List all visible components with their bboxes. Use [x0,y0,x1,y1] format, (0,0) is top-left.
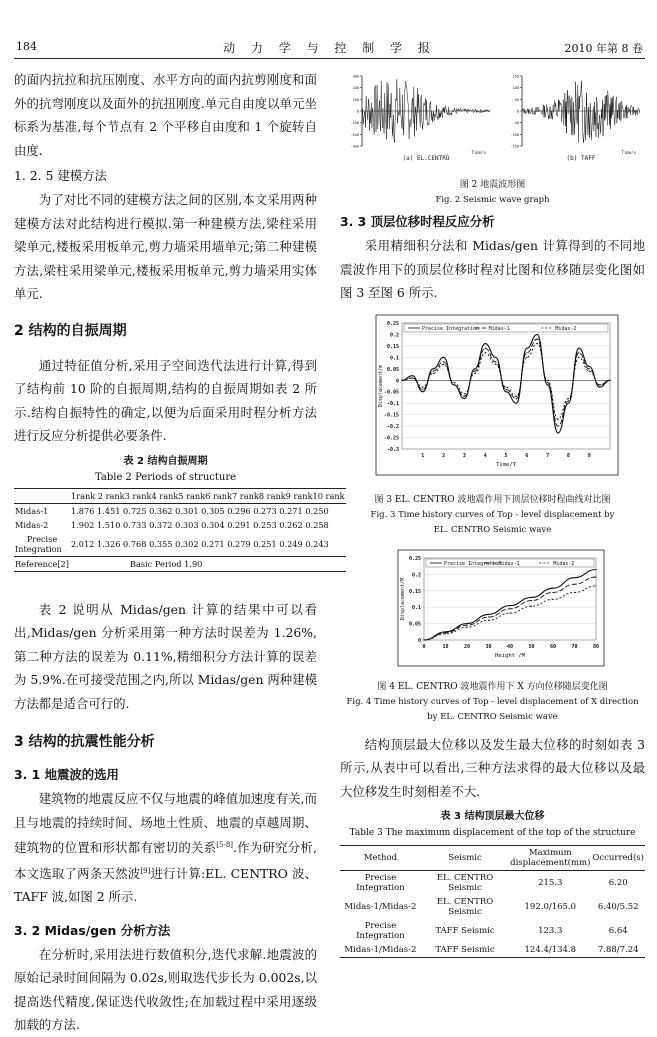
table-3-header-max-displacement [509,846,591,871]
legend-label: Midas-2 [553,560,575,567]
y-tick-label: -100 [510,132,519,137]
paragraph-stiffness: 的面内抗拉和抗压刚度、水平方向的面内抗剪刚度和面外的抗弯刚度以及面外的抗扭刚度.单元自由度以单元坐标系为基准,每个节点有 2 个平移自由度和 1 个旋转自由度. [14,72,317,158]
paragraph-seismic-wave-b: .作为研究分析,本文选取了两条天然波 [14,840,317,881]
x-tick-label: 9 [587,452,591,459]
legend-label: Precise Integration [422,325,480,332]
series-line-precise-integration [402,334,610,433]
data-point [509,612,510,613]
data-point [574,583,575,584]
y-tick-label: 0 [516,109,519,114]
data-point [422,388,423,389]
y-tick-label: 0.05 [408,621,421,628]
x-tick-label: 1 [421,452,425,459]
table-2-caption-zh: 表 2 结构自振周期 [123,455,208,467]
data-point [466,626,467,627]
y-tick-label: 0.2 [389,331,399,338]
table-2-row-label [14,532,70,557]
series-line-btaff [522,81,640,143]
data-point [466,624,467,625]
paragraph-error-analysis: 表 2 说明从 Midas/gen 计算的结果中可以看出,Midas/gen 分析采用第一种方法时误差为 1.26%,第二种方法的误差为 0.11%,精细积分方法计算的误差为 5.9%.在可接受范围之内,所以 Midas/gen 两种建模方法都是适合可行的. [14,601,317,711]
x-tick-label: 3 [462,452,466,459]
data-point [443,356,444,357]
data-point [557,432,558,433]
figure-3-caption-en-2: EL. CENTRO Seismic wave [433,524,552,535]
data-point [589,368,590,369]
table-2-label-precise: Precise [26,533,58,544]
y-tick-label: 0 [356,109,359,114]
x-axis-label: Time/s [621,150,636,155]
x-tick-label: 40 [506,643,514,650]
paragraph-seismic-wave-a: 建筑物的地震反应不仅与地震的峰值加速度有关,而且与地震的持续时间、场地土性质、地震的卓越周期、建筑物的位置和形状都有密切的关系 [14,791,317,856]
data-point [578,347,579,348]
data-point [552,598,553,599]
chart-frame [376,315,618,475]
y-tick-label: 100 [352,97,359,102]
y-tick-label: 100 [512,86,519,91]
panel-label: (a) EL.CENTRO [402,155,450,162]
data-point [526,352,527,353]
y-tick-label: -100 [350,121,359,126]
table-cell: 6.40/5.52 [597,902,639,912]
data-point [488,613,489,614]
y-tick-label: 0.1 [411,604,421,611]
data-point [552,591,553,592]
table-cell: EL. CENTRO Seismic [436,897,494,917]
x-axis-label: Time/T [496,461,516,468]
x-tick-label: 20 [463,643,471,650]
y-tick-label: -200 [350,132,359,137]
table-cell: 124.4/134.8 [509,943,591,958]
y-tick-label: 0.05 [386,366,399,373]
data-point [578,352,579,353]
data-point [599,384,600,385]
data-point [516,402,517,403]
citation-9: [9] [140,866,151,875]
table-3-header-max-2: displacement(mm) [510,858,591,868]
running-header [14,36,645,59]
data-point [412,375,413,376]
data-point [589,370,590,371]
data-point [464,393,465,394]
legend-label: Precise Integration [444,560,502,567]
x-tick-label: 80 [592,643,600,650]
figure-2 [340,68,645,208]
data-point [547,381,548,382]
x-tick-label: 50 [528,643,535,650]
data-point [568,402,569,403]
figure-4 [340,548,645,725]
data-point [599,386,600,387]
displacement-time-history-chart [340,313,645,483]
x-tick-label: 8 [566,452,570,459]
y-tick-label: 50 [514,97,519,102]
table-2-header-blank [14,488,70,503]
data-point [531,605,532,606]
figure-4-caption-en-1: Fig. 4 Time history curves of Top - level displacement of X direction [346,696,639,707]
table-row [14,518,346,532]
x-tick-label: 5 [504,452,508,459]
figure-2-caption-zh: 图 2 地震波形图 [459,180,526,190]
paragraph-periods: 通过特征值分析,采用子空间迭代法进行计算,得到了结构前 10 阶的自振周期,结构的自振周期如表 2 所示.结构自振特性的确定,以便为后面采用时程分析方法进行反应分析提供必要条件. [14,357,317,443]
data-point [474,372,475,373]
table-row [340,895,645,919]
data-point [423,639,424,640]
paragraph-seismic-wave [14,787,317,909]
y-tick-label: 300 [352,74,359,79]
paragraph-max-displacement: 结构顶层最大位移以及发生最大位移的时刻如表 3 所示,从表中可以看出,三种方法求得的最大位移以及最大位移发生时刻相差不大. [340,736,645,799]
right-column [340,68,645,958]
table-row [340,943,645,958]
seismic-wave-chart [340,68,645,168]
y-tick-label: -0.05 [383,389,399,396]
table-cell: Precise Integration [356,873,405,893]
paragraph-modeling: 为了对比不同的建模方法之间的区别,本文采用两种建模方法对此结构进行模拟.第一种建模方法,梁柱采用梁单元,楼板采用板单元,剪力墙采用墙单元;第二种建模方法,梁柱采用梁单元,楼板采用板单元,剪力墙采用实体单元. [14,192,317,301]
table-2-header-ranks: 1rank 2 rank3 rank4 rank5 rank6 rank7 rank8 rank9 rank10 rank [70,488,346,503]
table-cell: 6.20 [608,878,628,888]
data-point [488,619,489,620]
plot-area [402,323,610,449]
data-point [485,343,486,344]
series-line-midas-2 [402,343,610,419]
data-point [537,343,538,344]
section-2-title: 2 结构的自振周期 [14,322,127,339]
y-tick-label: 200 [352,86,359,91]
table-cell: Precise Integration [356,921,405,941]
y-tick-label: -0.2 [386,423,399,430]
table-2-row-label: Midas-1 [15,505,49,516]
y-tick-label: 0.25 [386,320,399,327]
legend-label: Midas-1 [498,560,520,567]
data-point [488,616,489,617]
data-point [466,623,467,624]
x-tick-label: 0 [422,643,426,650]
y-tick-label: -50 [512,121,519,126]
table-cell: 192.0/165.0 [524,902,577,912]
left-column [14,68,345,1037]
table-2-row-values: 1.902 1.510 0.733 0.372 0.303 0.304 0.291 0.253 0.262 0.258 [70,519,329,530]
table-cell: TAFF Seismic [421,943,509,958]
data-point [526,347,527,348]
data-point [609,379,610,380]
table-3-header-occurred: Occurred(s) [591,846,645,871]
y-tick-label: 150 [512,74,519,79]
series-line-midas-1 [402,339,610,426]
y-tick-label: -300 [350,144,359,149]
table-3-caption-zh: 表 3 结构顶层最大位移 [440,811,545,822]
figure-3-caption-en-1: Fig. 3 Time history curves of Top - level displacement by [370,509,615,520]
legend-label: Midas-2 [555,325,577,332]
table-cell: 6.64 [608,926,628,936]
table-cell: 7.88/7.24 [591,943,645,958]
data-point [595,576,596,577]
data-point [401,379,402,380]
table-cell: 123.3 [538,926,563,936]
section-3-3-title: 3. 3 顶层位移时程反应分析 [340,214,495,229]
data-point [433,368,434,369]
y-axis-label: Displacement/M [400,577,406,620]
journal-title: 动 力 学 与 控 制 学 报 [223,41,436,55]
data-point [547,384,548,385]
figure-3 [340,313,645,538]
table-2-caption-en: Table 2 Periods of structure [94,471,237,483]
data-point [531,600,532,601]
data-point [578,356,579,357]
table-2-ref-label: Reference[2] [14,556,70,571]
table-cell: Midas-1/Midas-2 [344,902,417,912]
y-tick-label: 0.15 [408,588,421,595]
y-tick-label: -0.25 [383,435,399,442]
section-1-2-5-title: 1. 2. 5 建模方法 [14,168,107,183]
data-point [552,587,553,588]
figure-4-caption-en-2: by EL. CENTRO Seismic wave [427,711,558,722]
data-point [531,596,532,597]
table-cell: 215.3 [538,878,563,888]
data-point [505,388,506,389]
x-tick-label: 6 [525,452,529,459]
data-point [485,347,486,348]
table-row [14,532,346,557]
data-point [574,591,575,592]
data-point [464,398,465,399]
y-tick-label: 0 [395,377,399,384]
table-3-header-max-1: Maximum [528,848,572,858]
section-3-2-title: 3. 2 Midas/gen 分析方法 [14,922,171,938]
table-cell: TAFF Seismic [435,926,495,936]
data-point [433,372,434,373]
data-point [557,418,558,419]
table-cell: EL. CENTRO Seismic [436,873,494,893]
data-point [516,395,517,396]
y-tick-label: 0.1 [389,354,399,361]
citation-5-8: [5-8] [216,841,234,849]
y-tick-label: 0.2 [411,571,421,578]
x-tick-label: 4 [483,452,487,459]
y-tick-label: 0.25 [408,555,421,562]
figure-4-caption-zh: 图 4 EL. CENTRO 波地震作用下 X 方向位移随层变化图 [377,681,608,692]
data-point [568,400,569,401]
paragraph-time-history: 采用精细积分法和 Midas/gen 计算得到的不同地震波作用下的顶层位移时程对比图和位移随层变化图如图 3 至图 6 所示. [340,238,645,300]
data-point [495,361,496,362]
data-point [526,356,527,357]
data-point [516,398,517,399]
data-point [422,386,423,387]
plot-area [424,558,596,640]
series-line-precise-integration [424,569,596,640]
legend-label: Midas-1 [488,325,510,332]
table-2 [14,454,345,572]
table-3-caption-en: Table 3 The maximum displacement of the top of the structure [349,828,636,838]
data-point [453,384,454,385]
table-3-header-seismic: Seismic [421,846,509,871]
x-tick-label: 60 [549,643,557,650]
y-tick-label: -0.1 [386,400,399,407]
displacement-vs-height-chart [340,548,645,670]
data-point [474,368,475,369]
table-row [340,919,645,943]
data-point [595,568,596,569]
section-3-title: 3 结构的抗震性能分析 [14,734,155,750]
data-point [589,365,590,366]
data-point [568,398,569,399]
section-3-1-title: 3. 1 地震波的选用 [14,767,119,782]
x-tick-label: 70 [571,643,578,650]
data-point [485,352,486,353]
x-tick-label: 2 [442,452,446,459]
data-point [464,395,465,396]
data-point [509,604,510,605]
data-point [443,363,444,364]
data-point [412,377,413,378]
table-3-header-method: Method [340,846,421,871]
data-point [505,386,506,387]
table-cell: Midas-1/Midas-2 [340,943,421,958]
y-axis-label: Displacement/m [378,364,384,407]
data-point [443,361,444,362]
data-point [547,379,548,380]
data-point [474,370,475,371]
data-point [505,391,506,392]
page-number: 184 [16,40,37,53]
data-point [433,370,434,371]
x-axis-label: Height /M [495,652,525,659]
figure-3-caption-zh: 图 3 EL. CENTRO 波地震作用下顶层位移时程曲线对比图 [374,494,611,505]
data-point [595,585,596,586]
data-point [537,338,538,339]
x-tick-label: 10 [442,643,449,650]
volume-info: 2010 年第 8 卷 [564,42,643,55]
table-2-row-values: 1.876 1.451 0.725 0.362 0.301 0.305 0.296 0.273 0.271 0.250 [70,505,329,516]
panel-label: (b) TAFF [566,155,596,162]
table-row [14,503,346,518]
table-2-row-label: Midas-2 [15,519,49,530]
figure-2-caption-en: Fig. 2 Seismic wave graph [435,195,550,205]
x-tick-label: 30 [485,643,492,650]
data-point [495,356,496,357]
data-point [445,633,446,634]
data-point [537,333,538,334]
data-point [509,608,510,609]
table-2-row-values: 2.012 1.326 0.768 0.355 0.302 0.271 0.279 0.251 0.249 0.243 [70,538,329,549]
table-2-ref-value: Basic Period 1.90 [70,556,346,571]
paragraph-analysis-method: 在分析时,采用法进行数值积分,迭代求解.地震波的原始记录时间间隔为 0.02s,则取迭代步长为 0.002s,以提高迭代精度,保证迭代收敛性;在加载过程中采用逐级加载的方法. [14,946,317,1033]
table-row [340,871,645,896]
y-tick-label: -0.3 [386,446,399,453]
data-point [495,363,496,364]
table-row [14,556,346,571]
x-tick-label: 7 [546,452,550,459]
y-tick-label: 0.15 [386,343,399,350]
y-tick-label: -0.15 [383,412,399,419]
data-point [557,425,558,426]
data-point [422,391,423,392]
y-tick-label: 0 [417,637,421,644]
y-tick-label: -150 [510,144,519,149]
table-2-label-integration: Integration [15,543,62,554]
data-point [453,381,454,382]
data-point [574,577,575,578]
x-axis-label: Time/s [471,150,486,155]
paragraph-seismic-wave-c: 进行计算:EL. CENTRO 波、TAFF 波,如图 2 所示. [14,865,317,905]
table-3 [340,809,645,958]
